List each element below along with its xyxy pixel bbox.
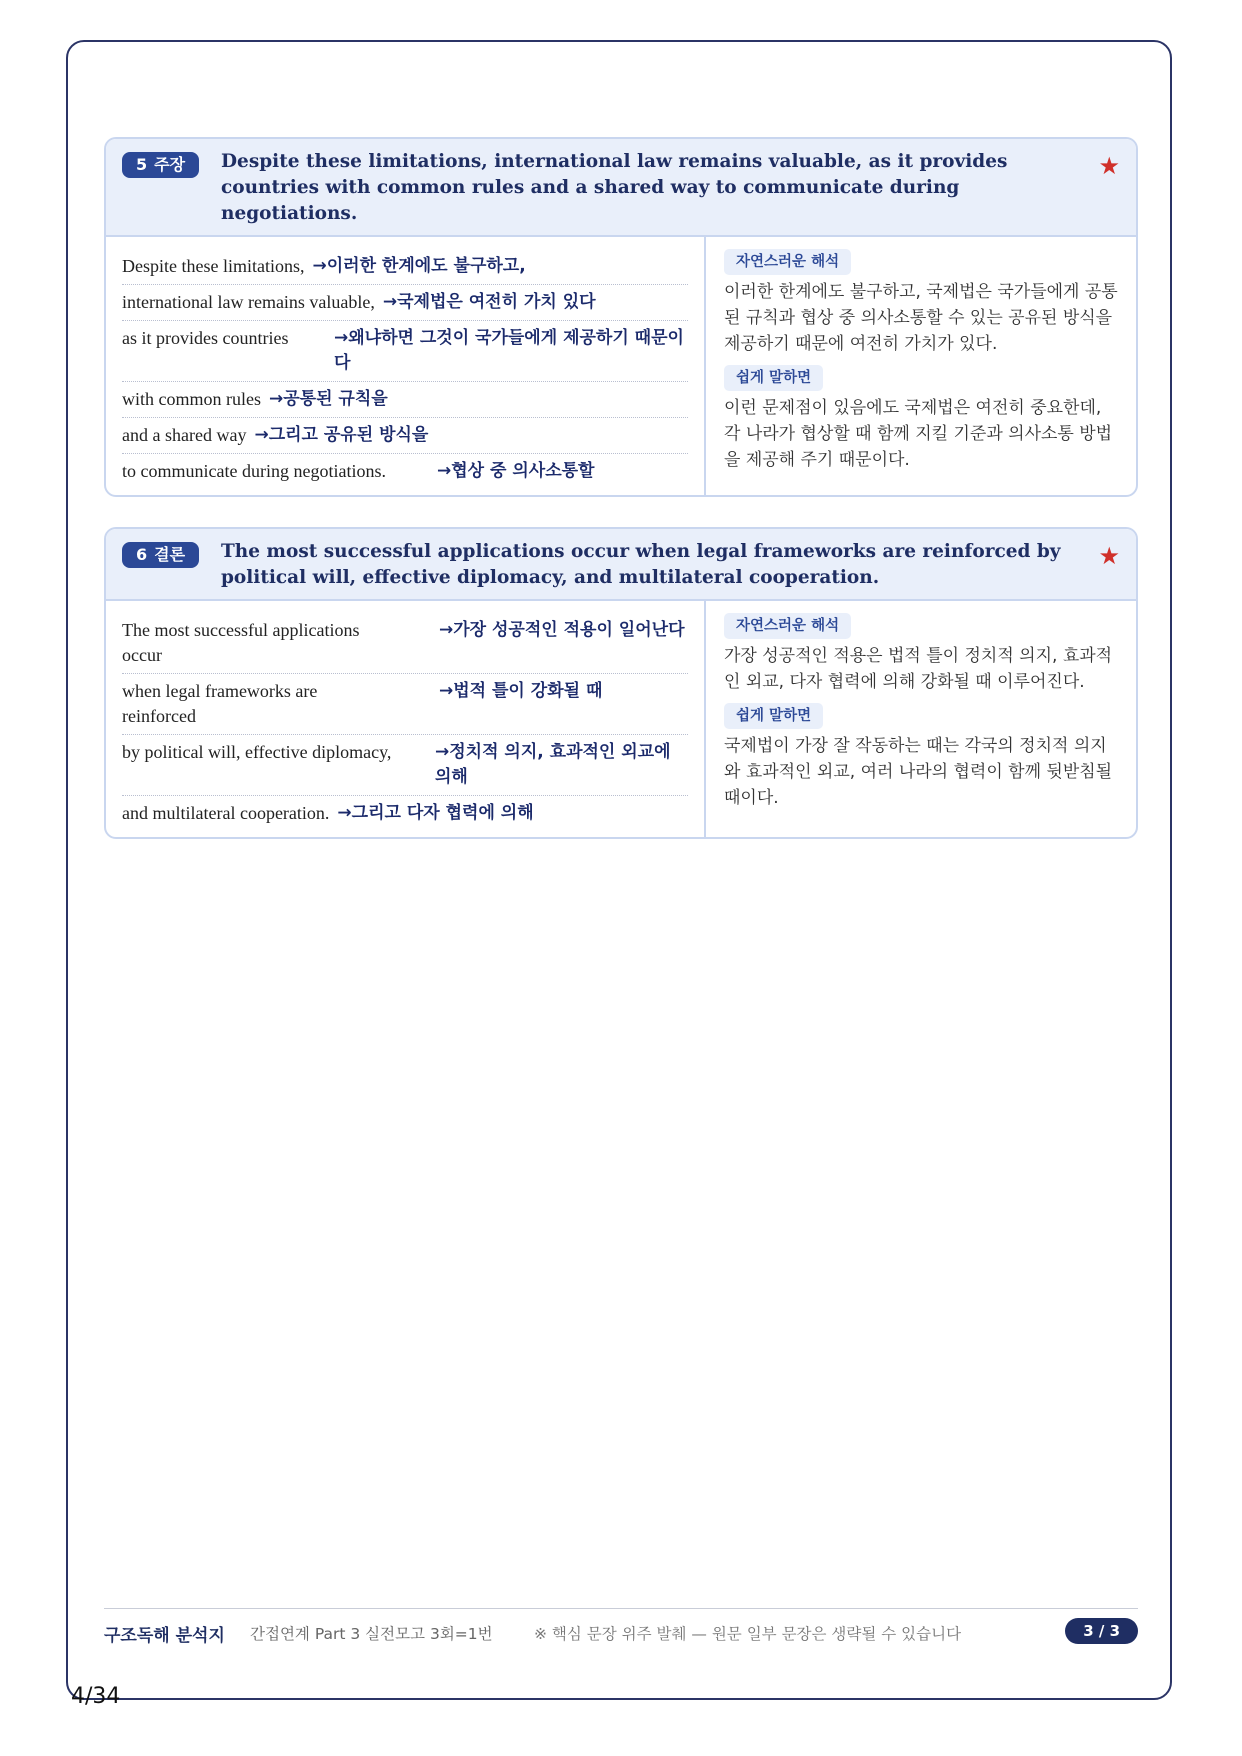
chunk-korean: →법적 틀이 강화될 때 bbox=[439, 681, 603, 701]
page-indicator: 3 / 3 bbox=[1065, 1618, 1138, 1644]
chunk-list bbox=[106, 237, 706, 495]
sentence-header bbox=[106, 529, 1136, 601]
chunk-english: when legal frameworks are reinforced bbox=[122, 681, 318, 726]
natural-translation-tag: 자연스러운 해석 bbox=[724, 613, 851, 639]
chunk-english: as it provides countries bbox=[122, 328, 289, 348]
chunk-row bbox=[122, 249, 688, 285]
english-sentence: The most successful applications occur when legal frameworks are reinforced by political will, effective diplomacy, and multilateral cooperation. bbox=[221, 541, 1061, 588]
chunk-row bbox=[122, 613, 688, 674]
chunk-row bbox=[122, 735, 688, 796]
card-body bbox=[106, 601, 1136, 837]
chunk-korean: →왜냐하면 그것이 국가들에게 제공하기 때문이다 bbox=[334, 328, 684, 373]
chunk-english: by political will, effective diplomacy, bbox=[122, 742, 392, 762]
chunk-korean: →그리고 공유된 방식을 bbox=[254, 425, 429, 445]
page-footer bbox=[104, 1608, 1138, 1648]
star-icon: ★ bbox=[1098, 152, 1120, 180]
chunk-row bbox=[122, 418, 688, 454]
chunk-english: to communicate during negotiations. bbox=[122, 461, 386, 481]
chunk-row bbox=[122, 796, 688, 831]
chunk-list bbox=[106, 601, 706, 837]
natural-translation-text: 이러한 한계에도 불구하고, 국제법은 국가들에게 공통된 규칙과 협상 중 의사소통할 수 있는 공유된 방식을 제공하기 때문에 여전히 가치가 있다. bbox=[724, 282, 1118, 354]
badge-label: 주장 bbox=[154, 155, 186, 174]
natural-translation-tag: 자연스러운 해석 bbox=[724, 249, 851, 275]
chunk-korean: →정치적 의지, 효과적인 외교에 의해 bbox=[435, 742, 671, 787]
sentence-card-6 bbox=[104, 527, 1138, 839]
chunk-korean: →협상 중 의사소통할 bbox=[437, 461, 595, 481]
easy-explanation-tag: 쉽게 말하면 bbox=[724, 365, 823, 391]
interpretation-panel bbox=[706, 237, 1136, 495]
chunk-korean: →가장 성공적인 적용이 일어난다 bbox=[439, 620, 685, 640]
footer-source: 간접연계 Part 3 실전모고 3회=1번 bbox=[250, 1625, 493, 1643]
chunk-row bbox=[122, 674, 688, 735]
badge-number: 6 bbox=[136, 545, 148, 564]
chunk-english: Despite these limitations, bbox=[122, 256, 305, 276]
footer-note: ※ 핵심 문장 위주 발췌 — 원문 일부 문장은 생략될 수 있습니다 bbox=[534, 1625, 962, 1643]
chunk-korean: →그리고 다자 협력에 의해 bbox=[337, 803, 534, 823]
easy-explanation-tag: 쉽게 말하면 bbox=[724, 703, 823, 729]
chunk-english: and a shared way bbox=[122, 425, 247, 445]
badge-number: 5 bbox=[136, 155, 148, 174]
badge-label: 결론 bbox=[154, 545, 186, 564]
chunk-english: and multilateral cooperation. bbox=[122, 803, 330, 823]
section-badge bbox=[122, 152, 199, 178]
chunk-row bbox=[122, 454, 688, 489]
chunk-korean: →이러한 한계에도 불구하고, bbox=[312, 256, 526, 276]
chunk-english: The most successful applications occur bbox=[122, 620, 360, 665]
chunk-english: with common rules bbox=[122, 389, 261, 409]
sentence-header bbox=[106, 139, 1136, 237]
chunk-row bbox=[122, 285, 688, 321]
easy-explanation-text: 국제법이 가장 잘 작동하는 때는 각국의 정치적 의지와 효과적인 외교, 여러 나라의 협력이 함께 뒷받침될 때이다. bbox=[724, 736, 1113, 808]
star-icon: ★ bbox=[1098, 542, 1120, 570]
viewer-page-counter: 4/34 bbox=[71, 1684, 121, 1709]
chunk-korean: →국제법은 여전히 가치 있다 bbox=[382, 292, 596, 312]
chunk-english: international law remains valuable, bbox=[122, 292, 375, 312]
interpretation-panel bbox=[706, 601, 1136, 837]
natural-translation-text: 가장 성공적인 적용은 법적 틀이 정치적 의지, 효과적인 외교, 다자 협력에 의해 강화될 때 이루어진다. bbox=[724, 646, 1113, 692]
section-badge bbox=[122, 542, 199, 568]
footer-brand: 구조독해 분석지 bbox=[104, 1626, 225, 1646]
easy-explanation-text: 이런 문제점이 있음에도 국제법은 여전히 중요한데, 각 나라가 협상할 때 함께 지킬 기준과 의사소통 방법을 제공해 주기 때문이다. bbox=[724, 398, 1113, 470]
chunk-korean: →공통된 규칙을 bbox=[268, 389, 388, 409]
english-sentence: Despite these limitations, international law remains valuable, as it provides countries with common rules and a shared way to communicate during negotiations. bbox=[221, 151, 1008, 224]
sentence-card-5 bbox=[104, 137, 1138, 497]
chunk-row bbox=[122, 382, 688, 418]
card-body bbox=[106, 237, 1136, 495]
chunk-row bbox=[122, 321, 688, 382]
